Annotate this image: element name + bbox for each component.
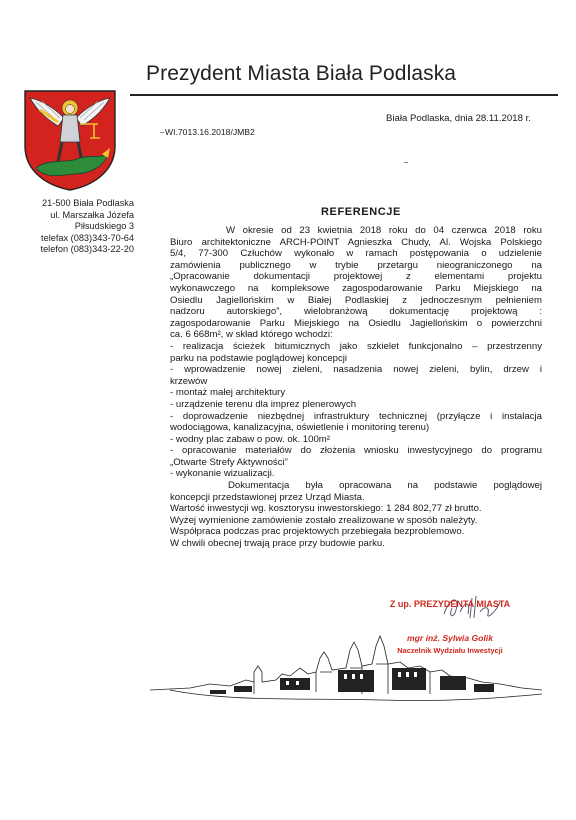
letter-body <box>170 225 542 550</box>
closing-line: koncepcji przedstawionej przez Urząd Miasta. <box>170 491 365 503</box>
body-line: wykonawczego na kompleksowe zagospodarowanie Parku Miejskiego na <box>170 282 542 294</box>
address-line: Piłsudskiego 3 <box>74 221 134 232</box>
scope-item: „Otwarte Strefy Aktywności” <box>170 456 288 468</box>
address-line: ul. Marszałka Józefa <box>50 209 134 220</box>
scope-item: - montaż małej architektury <box>170 387 286 399</box>
closing-line: W chwili obecnej trwają prace przy budowie parku. <box>170 538 385 550</box>
fold-mark <box>160 132 164 133</box>
body-line: ca. 6 668m², w skład którego wchodzi: <box>170 329 333 341</box>
scope-item: - wprowadzenie nowej zieleni, nasadzenia nowej zieleni, bylin, drzew i <box>170 364 542 376</box>
body-line: W okresie od 23 kwietnia 2018 roku do 04 czerwca 2018 roku <box>226 225 542 236</box>
closing-line: Wyżej wymienione zamówienie zostało zrealizowane w sposób należyty. <box>170 514 478 526</box>
fold-mark <box>404 162 408 163</box>
closing-line: Dokumentacja była opracowana na podstawie poglądowej <box>228 480 542 492</box>
coat-of-arms-icon <box>22 88 118 192</box>
body-line: nadzoru autorskiego”, wielobranżową dokumentację projektową : <box>170 306 542 318</box>
reference-number: WI.7013.16.2018/JMB2 <box>165 127 255 137</box>
city-skyline-illustration <box>150 628 542 708</box>
address-line: telefax (083)343-70-64 <box>41 232 134 243</box>
signatory-name: mgr inż. Sylwia Golik <box>407 633 493 643</box>
place-and-date: Biała Podlaska, dnia 28.11.2018 r. <box>386 113 531 124</box>
closing-line: Wartość inwestycji wg. kosztorysu inwestorskiego: 1 284 802,77 zł brutto. <box>170 503 482 515</box>
title-divider <box>130 94 558 96</box>
body-line: Biuro architektoniczne ARCH-POINT Agnieszka Chudy, Al. Wojska Polskiego <box>170 236 542 248</box>
document-heading: REFERENCJE <box>321 206 401 218</box>
scope-item: parku na podstawie poglądowej koncepcji <box>170 352 348 364</box>
scope-item: - urządzenie terenu dla imprez plenerowych <box>170 398 357 410</box>
signature-on-behalf: Z up. PREZYDENTA MIASTA <box>389 599 511 609</box>
scope-item: - opracowanie materiałów do złożenia wniosku inwestycyjnego do programu <box>170 445 542 457</box>
body-line: „Opracowanie dokumentacji projektowej z elementami projektu <box>170 271 542 283</box>
scope-item: - realizacja ścieżek bitumicznych jako szkielet funkcjonalno – przestrzenny <box>170 340 542 352</box>
closing-line: Współpraca podczas prac projektowych przebiegała bezproblemowo. <box>170 526 465 538</box>
body-line: zagospodarowanie Parku Miejskiego na Osiedlu Jagiellońskim o powierzchni <box>170 317 542 329</box>
body-line: zamówienia publicznego w trybie przetargu nieograniczonego na <box>170 259 542 271</box>
address-line: telefon (083)343-22-20 <box>40 244 134 255</box>
scope-item: - doprowadzenie niezbędnej infrastruktury technicznej (przyłącze i instalacja <box>170 410 542 422</box>
scope-item: - wykonanie wizualizacji. <box>170 468 275 480</box>
letterhead-title: Prezydent Miasta Biała Podlaska <box>146 62 457 85</box>
body-line: Osiedlu Jagiellońskim w Białej Podlaskiej z jednoczesnym pełnieniem <box>170 294 542 306</box>
scope-item: krzewów <box>170 375 208 387</box>
address-line: 21-500 Biała Podlaska <box>42 198 134 208</box>
signatory-role: Naczelnik Wydziału Inwestycji <box>397 646 503 655</box>
scope-item: wodociągowa, kanalizacyjna, oświetlenie i monitoring terenu) <box>170 422 430 434</box>
body-line: 5/4, 77-300 Człuchów wykonało w ramach postępowania o udzielenie <box>170 248 542 260</box>
sender-address <box>10 198 134 256</box>
scope-item: - wodny plac zabaw o pow. ok. 100m² <box>170 433 330 445</box>
